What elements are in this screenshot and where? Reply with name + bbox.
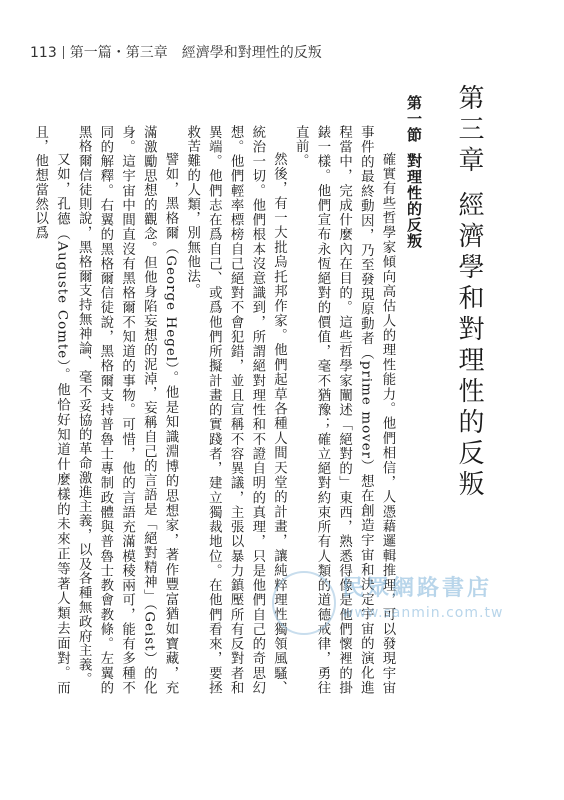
section-title: 對理性的反叛 — [405, 153, 423, 249]
header-title: 經濟學和對理性的反叛 — [181, 45, 322, 61]
paragraph: 又如，孔德（Auguste Comte）。他恰好知道什麼樣的未來正等著人類去面對。而且，他想當然以爲 — [32, 125, 70, 695]
watermark — [272, 565, 562, 637]
section-label: 第一節 — [405, 95, 423, 143]
watermark-logo — [272, 571, 336, 635]
header-part: 第一篇・第三章 — [69, 45, 168, 61]
watermark-name: 民眾網路書店 — [342, 576, 493, 601]
chapter-heading — [454, 84, 484, 501]
paragraph: 然後，有一大批烏托邦作家。他們起草各種人間天堂的計畫，讓純粹理性獨領風騷、統治一切。他們根本沒意識到，所謂絕對理性和不證自明的真理，只是他們自己的奇思幻想。他們輕率標榜自己絕對不會犯錯，並且宣稱不容異議，主張以暴力鎮壓所有反對者和異端。他們志在爲自己、或爲他們所擬計畫的實踐者，建立獨裁地位。在他們看來，要拯救苦難的人類，別無他法。 — [184, 125, 287, 695]
paragraph: 譬如，黑格爾（George Hegel）。他是知識淵博的思想家，著作豐富猶如寶藏，充滿激勵思想的觀念。但他身陷妄想的泥淖，妄稱自己的言語是「絕對精神」（Geist）的化身。這宇宙中間直沒有黑格爾不知道的事物。可惜，他的言語充滿模稜兩可，能有多種不同的解釋。右翼的黑格爾信徒說，黑格爾支持普魯士專制政體與普魯士教會教條。左翼的黑格爾信徒則說，黑格爾支持無神論、毫不妥協的革命激進主義，以及各種無政府主義。 — [76, 125, 178, 695]
chapter-title: 經濟學和對理性的反叛 — [454, 191, 484, 501]
page-number: 113 — [30, 45, 57, 61]
watermark-url: www.sanmin.com.tw — [342, 605, 504, 621]
paragraph: 確實有些哲學家傾向高估人的理性能力。他們相信，人憑藉邏輯推理，可以發現宇宙事件的最終動因，乃至發現原動者（prime mover）想在創造宇宙和決定宇宙的演化進程當中，完成什麼內在目的。這些哲學家闡述「絕對的」東西，熟悉得像是他們懷裡的掛錶一樣。他們宣布永恆絕對的價值，毫不猶豫；確立絕對約束所有人類的道德戒律，勇往直前。 — [293, 125, 395, 695]
header-divider — [63, 46, 64, 59]
chapter-label: 第三章 — [454, 84, 484, 177]
running-header — [30, 42, 530, 62]
section-heading — [404, 95, 424, 249]
